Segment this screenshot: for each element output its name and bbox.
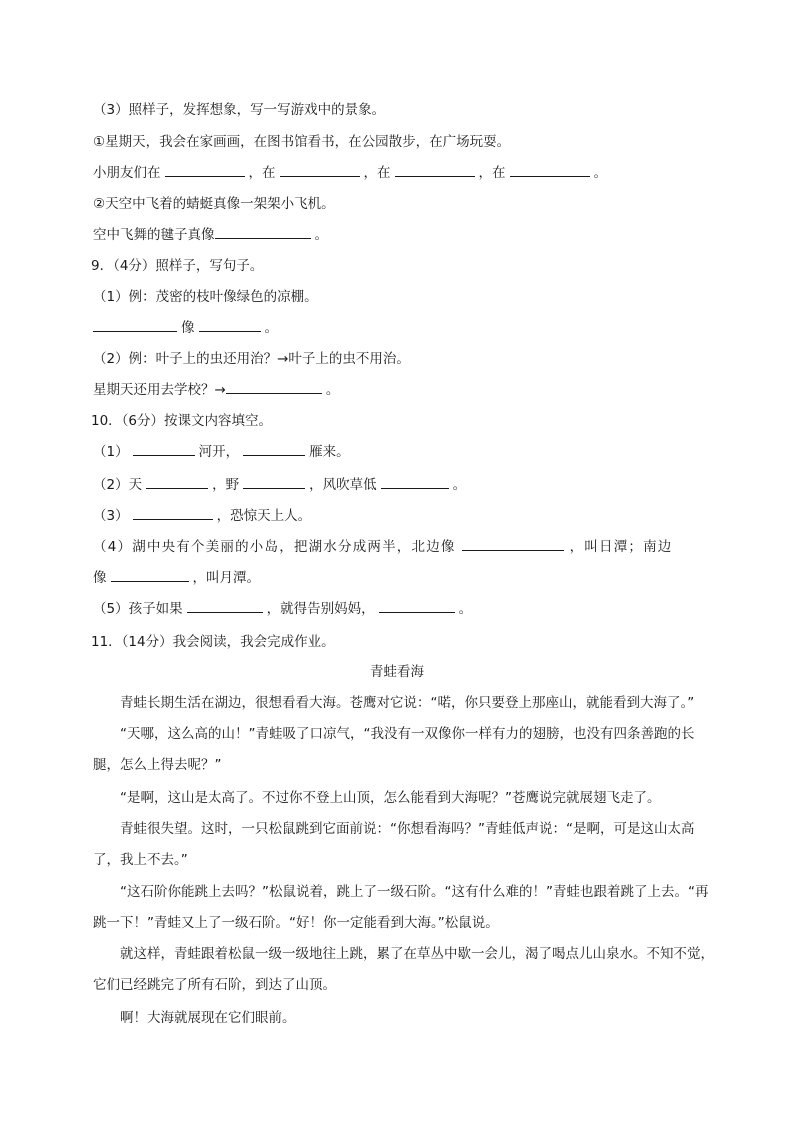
answer-blank[interactable] (199, 318, 261, 332)
story-title: 青蛙看海 (370, 664, 424, 680)
q9-1-fill: 像 。 (93, 318, 278, 338)
answer-blank[interactable] (381, 475, 449, 489)
story-paragraph: 青蛙很失望。这时，一只松鼠跳到它面前说：“你想看海吗？”青蛙低声说：“是啊，可是这山太高了，我上不去。” (93, 821, 695, 868)
answer-blank[interactable] (280, 163, 360, 177)
q8-3-fill1: 小朋友们在 ，在 ，在 ，在 。 (93, 165, 607, 181)
story-paragraph: 啊！大海就展现在它们眼前。 (120, 1010, 296, 1026)
answer-blank[interactable] (243, 475, 305, 489)
answer-blank[interactable] (165, 163, 245, 177)
answer-blank[interactable] (462, 537, 564, 551)
q10-line1: （1） 河开， 雁来。 (93, 444, 350, 460)
answer-blank[interactable] (226, 380, 322, 394)
q8-3-example2: ②天空中飞着的蜻蜓真像一架架小飞机。 (93, 196, 335, 212)
q10-title: 10．（6分）按课文内容填空。 (91, 413, 273, 429)
answer-blank[interactable] (379, 599, 455, 613)
story-paragraph: 就这样，青蛙跟着松鼠一级一级地往上跳，累了在草丛中歇一会儿，渴了喝点儿山泉水。不知不觉，它们已经跳完了所有石阶，到达了山顶。 (93, 946, 714, 993)
answer-blank[interactable] (146, 475, 208, 489)
answer-blank[interactable] (215, 225, 311, 239)
answer-blank[interactable] (395, 163, 475, 177)
story-paragraph: 青蛙长期生活在湖边，很想看看大海。苍鹰对它说：“喏，你只要登上那座山，就能看到大海了。” (120, 695, 695, 711)
q9-2-example: （2）例：叶子上的虫还用治？→叶子上的虫不用治。 (93, 351, 410, 367)
story-paragraph: “天哪，这么高的山！”青蛙吸了口凉气，“我没有一双像你一样有力的翅膀，也没有四条善跑的长腿，怎么上得去呢？” (93, 726, 695, 773)
q8-3-prompt: （3）照样子，发挥想象，写一写游戏中的景象。 (93, 102, 386, 118)
answer-blank[interactable] (133, 506, 213, 520)
q10-line3: （3） ，恐惊天上人。 (93, 508, 312, 524)
q9-1-example: （1）例：茂密的枝叶像绿色的凉棚。 (93, 289, 318, 305)
answer-blank[interactable] (510, 163, 590, 177)
answer-blank[interactable] (243, 442, 305, 456)
q11-title: 11．（14分）我会阅读，我会完成作业。 (91, 634, 335, 650)
q8-3-example1: ①星期天，我会在家画画，在图书馆看书，在公园散步，在广场玩耍。 (93, 134, 511, 150)
q10-line4: （4）湖中央有个美丽的小岛，把湖水分成两半，北边像 ，叫日潭；南边 (93, 539, 673, 555)
answer-blank[interactable] (93, 318, 177, 332)
q10-line2: （2）天 ，野 ，风吹草低 。 (93, 477, 467, 493)
q10-line4b: 像 ，叫月潭。 (93, 570, 260, 586)
answer-blank[interactable] (111, 568, 189, 582)
answer-blank[interactable] (187, 599, 263, 613)
q9-2-fill: 星期天还用去学校？→ 。 (93, 382, 340, 398)
story-paragraph: “这石阶你能跳上去吗？”松鼠说着，跳上了一级石阶。“这有什么难的！”青蛙也跟着跳了上去。“再跳一下！”青蛙又上了一级石阶。“好！你一定能看到大海。”松鼠说。 (93, 884, 709, 931)
q10-line5: （5）孩子如果 ，就得告别妈妈， 。 (93, 601, 473, 617)
q9-title: 9．（4分）照样子，写句子。 (91, 258, 264, 274)
story-paragraph: “是啊，这山是太高了。不过你不登上山顶，怎么能看到大海呢？”苍鹰说完就展翅飞走了。 (120, 790, 661, 806)
answer-blank[interactable] (133, 442, 195, 456)
q8-3-fill2: 空中飞舞的毽子真像 。 (93, 227, 328, 243)
